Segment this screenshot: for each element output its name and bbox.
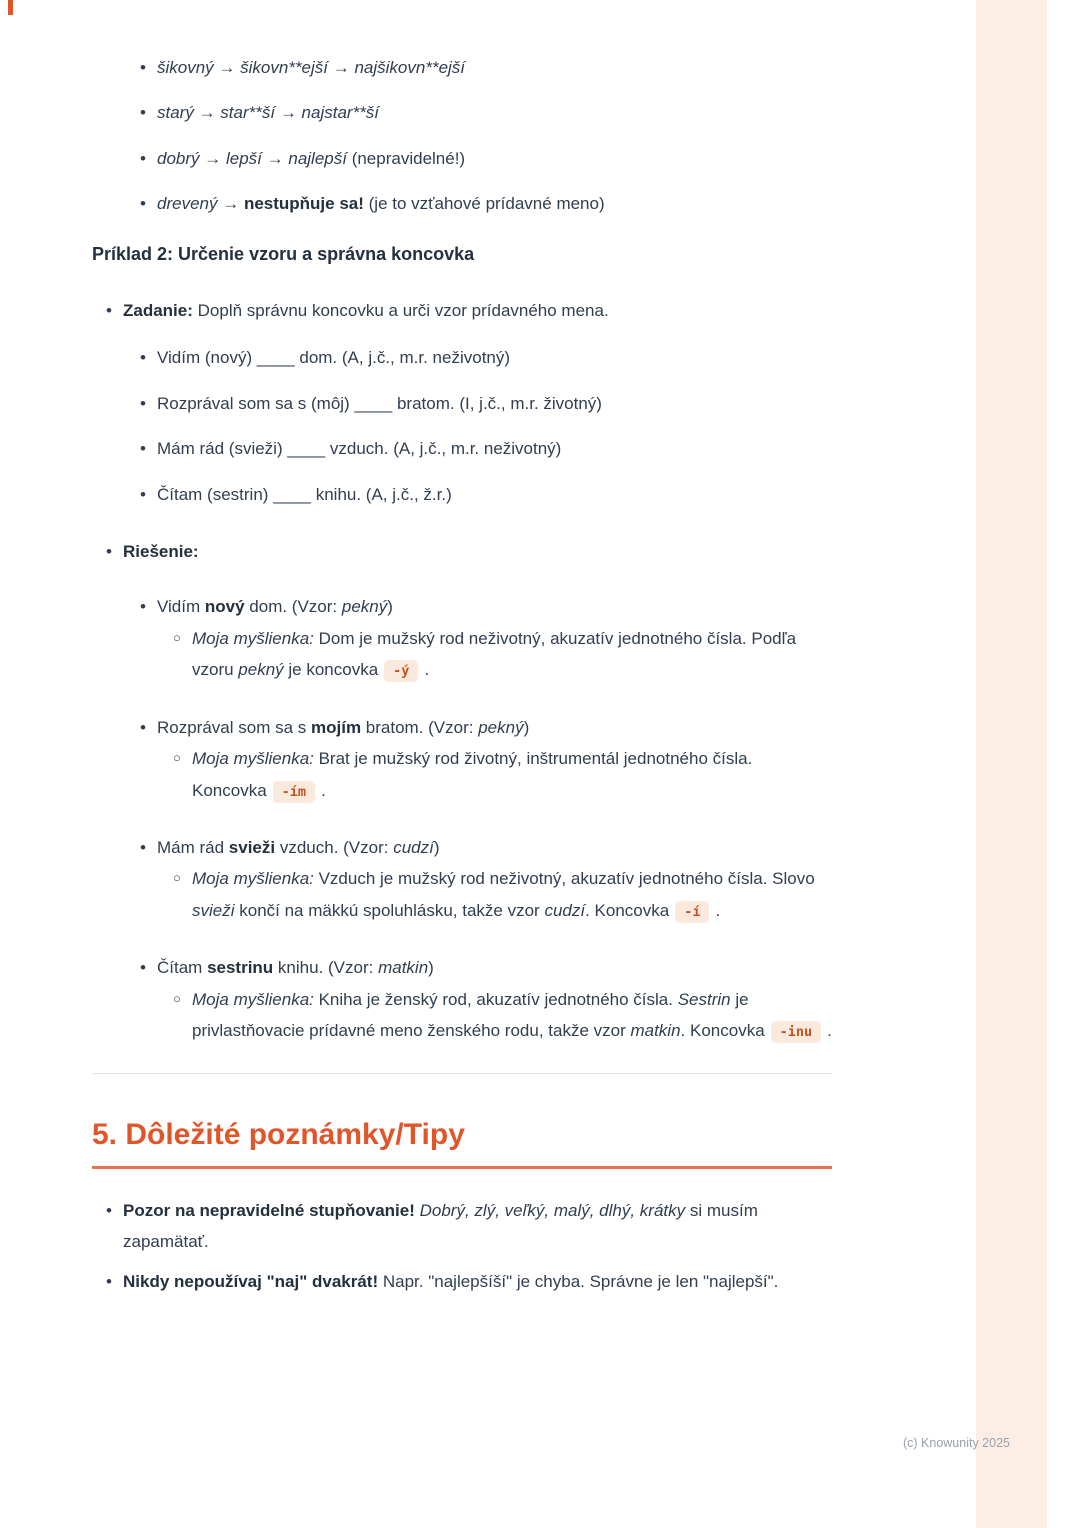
text-segment: Rozprával som sa s [157,717,311,737]
text-segment: . Koncovka [585,900,670,920]
inline-code-chip: -inu [771,1021,822,1043]
text-segment: mojím [311,717,362,737]
task-item [139,433,832,464]
text-segment: Mám rád [157,838,229,857]
solution-thought-list [157,623,832,686]
text-segment: matkin [630,1021,681,1041]
task-item [139,388,832,419]
text-segment: Sestrin [677,989,731,1009]
text-segment: Brat je mužský rod životný, inštrumentál jednotného čísla. Koncovka [192,749,753,800]
example-2-heading: Príklad 2: Určenie vzoru a správna koncovka [92,243,475,264]
text-segment: Riešenie: [123,541,199,561]
text-segment: vzduch. (Vzor: [275,838,394,857]
text-segment: šikovný [157,58,214,77]
solution-thought [172,984,832,1047]
solution-line [157,952,832,983]
text-segment: Pozor na nepravidelné stupňovanie! [123,1200,415,1220]
text-segment: Mám rád (svieži) ____ vzduch. (A, j.č., m.r. neživotný) [157,439,562,459]
gradation-list [92,52,832,220]
section-divider [92,1073,832,1074]
text-segment: Moja myšlienka: [192,749,314,769]
riesenie-solutions [123,591,832,1046]
text-segment: sestrinu [207,958,274,978]
inline-code-chip: -ý [384,660,418,682]
text-segment: svieži [192,900,235,920]
text-segment: Kniha je ženský rod, akuzatív jednotného čísla. [313,989,678,1009]
text-segment: → [261,148,289,168]
list-item [139,143,832,174]
text-segment: svieži [228,838,276,857]
text-segment: dom. (Vzor: [244,597,342,617]
solution-item [139,712,832,806]
list-item-riesenie [105,536,832,1047]
text-segment: Vzduch je mužský rod neživotný, akuzatív jednotného čísla. Slovo [313,869,815,889]
solution-thought-list [157,984,832,1047]
text-segment: ) [523,717,530,737]
section-5-title: 5. Dôležité poznámky/Tipy [92,1117,465,1151]
text-segment: . [715,900,721,920]
text-segment: Doplň správnu koncovku a urči vzor prídavného mena. [192,300,609,320]
solution-line [157,712,832,743]
page-content [92,40,832,1305]
text-segment: lepší [225,148,262,168]
solution-item [139,832,832,926]
list-item [139,97,832,128]
text-segment: nový [204,597,245,617]
text-segment: ) [428,958,434,978]
text-segment: si musím zapamätať. [123,1200,758,1252]
text-segment: → [217,194,244,214]
text-segment: je koncovka [283,660,379,680]
section-title-rule [92,1166,832,1169]
zadanie-lead [123,295,832,326]
text-segment: nestupňuje sa! [243,194,364,214]
list-item-zadanie [105,295,832,510]
task-item [139,342,832,373]
text-segment: Vidím (nový) ____ dom. (A, j.č., m.r. neživotný) [157,348,511,368]
text-segment: najstar**ší [301,103,380,123]
text-segment: najlepší [288,148,347,168]
tips-list [92,1195,832,1297]
text-segment: končí na mäkkú spoluhlásku, takže vzor [234,900,545,920]
tip-item [105,1266,832,1297]
solution-line [157,591,832,622]
text-segment: šikovn**ejší [240,58,329,77]
list-item [139,52,832,83]
text-segment: Napr. "najlepšíší" je chyba. Správne je len "najlepší". [378,1271,779,1291]
solution-thought [172,623,832,686]
text-segment: matkin [378,958,429,978]
inline-code-chip: -ím [273,781,315,803]
text-segment: . [321,780,326,800]
text-segment: → [328,58,355,77]
solution-thought [172,743,832,806]
text-segment: Moja myšlienka: [192,869,314,889]
riesenie-lead [123,536,832,567]
page-corner-mark [8,0,13,15]
text-segment: Zadanie: [123,300,193,320]
text-segment: Čítam (sestrin) ____ knihu. (A, j.č., ž.r.) [157,484,452,504]
text-segment: (je to vzťahové prídavné meno) [363,194,605,214]
inline-code-chip: -í [675,901,709,923]
text-segment: starý [157,103,194,123]
text-segment: Moja myšlienka: [192,628,314,648]
text-segment: → [275,103,302,123]
text-segment: Vidím [157,597,205,617]
text-segment: drevený [157,194,218,214]
solution-thought-list [157,863,832,926]
text-segment: pekný [341,597,388,617]
text-segment: Dobrý, zlý, veľký, malý, dlhý, krátky [419,1200,686,1220]
text-segment: star**ší [220,103,276,123]
text-segment: cudzí [544,900,586,920]
text-segment: knihu. (Vzor: [273,958,379,978]
tip-item [105,1195,832,1258]
text-segment: Moja myšlienka: [192,989,314,1009]
text-segment: Čítam [157,958,208,978]
zadanie-tasks [123,342,832,510]
text-segment: pekný [238,660,284,680]
text-segment: je privlastňovacie prídavné meno ženského rodu, takže vzor [192,989,749,1041]
text-segment: → [199,148,226,168]
text-segment: . [827,1021,832,1041]
text-segment: (nepravidelné!) [346,148,466,168]
text-segment: Dom je mužský rod neživotný, akuzatív jednotného čísla. Podľa vzoru [192,628,797,680]
solution-item [139,591,832,685]
text-segment: → [213,58,241,77]
text-segment: pekný [478,717,524,737]
text-segment: Rozprával som sa s (môj) ____ bratom. (I, j.č., m.r. životný) [157,393,602,413]
text-segment: dobrý [157,148,200,168]
text-segment: → [193,103,221,123]
text-segment: . [424,660,430,680]
text-segment: ) [433,838,440,857]
solution-thought-list [157,743,832,806]
text-segment: najšikovn**ejší [354,58,466,77]
text-segment: ) [387,597,393,617]
list-item [139,188,832,219]
solution-item [139,952,832,1046]
text-segment: . Koncovka [680,1021,765,1041]
copyright-footer: (c) Knowunity 2025 [902,1436,1010,1450]
task-item [139,479,832,510]
text-segment: cudzí [393,838,434,857]
text-segment: Nikdy nepoužívaj "naj" dvakrát! [123,1271,379,1291]
solution-line [157,832,832,863]
page-margin-stripe [976,0,1047,1528]
solution-thought [172,863,832,926]
example-2-list [92,295,832,1047]
text-segment: bratom. (Vzor: [361,717,479,737]
